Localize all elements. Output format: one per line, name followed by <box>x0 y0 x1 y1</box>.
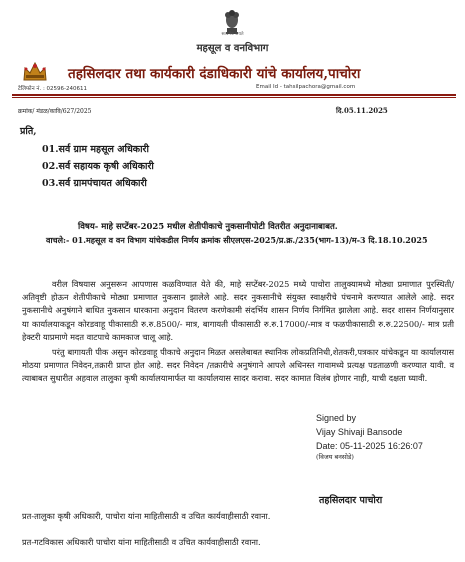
emblem-caption: सत्यमेव जयते <box>221 32 244 37</box>
email-address: Email Id - tahsilpachora@gmail.com <box>256 84 356 90</box>
body-paragraph: वरील विषयास अनुसरून आपणास कळविण्यात येते की, माहे सप्टेंबर-2025 मध्ये पाचोरा तालुक्यामध्ये मोठ्या प्रमाणात पुरस्थिती/अतिवृष्टी होऊन शेतीपीकाचे मोठ्या प्रमाणात नुकसान झालेले आहे. सदर नुकसानीचे संयुक्त स्वाक्षरीचे पंचनामे करण्यात आलेले आहे. सदर नुकसानीचे अनुषंगाने बाधित नुकसान धारकाना अनुदान वितरण करणेकामी संदर्भिय शासन निर्णय निर्गमित झालेला आहे. सदर शासन निर्णयानुसार या कार्यालयाकडून कोरडवाहू पीकासाठी रु.रु.8500/- मात्र, बागायती पीकासाठी रु.रु.17000/-मात्र व फळपीकासाठी रु.रु.22500/- मात्र प्रती हेक्टरी याप्रमाणे मदत वाटपाचे कामकाज चालू आहे. <box>22 279 454 342</box>
office-seal-icon <box>22 60 48 82</box>
signer-name-marathi: (विजय बनसोडे) <box>316 453 354 461</box>
references-line: वाचले:- 01.महसूल व वन विभाग यांचेकडील निर्णय क्रमांक सीएलएस-2025/प्र.क्र./235(भाग-13)/म-3 दि.18.10.2025 <box>46 235 428 245</box>
header-divider <box>12 94 456 96</box>
copy-to-line: प्रत-गटविकास अधिकारी पाचोरा यांना माहितीसाठी व उचित कार्यवाहीसाठी रवाना. <box>22 537 261 547</box>
reference-number: क्रमांक/ मंडळ/कावि/627/2025 <box>18 108 92 115</box>
copy-to-line: प्रत-तालुका कृषी अधिकारी, पाचोरा यांना माहितीसाठी व उचित कार्यवाहीसाठी रवाना. <box>22 511 271 521</box>
salutation: प्रति, <box>20 126 37 137</box>
header-divider-thin <box>12 97 456 98</box>
reference-date: दि.05.11.2025 <box>336 106 388 115</box>
signature-label: Signed by <box>316 413 357 423</box>
body-paragraph: परंतु बागायती पीक असुन कोरडवाहू पीकाचे अनुदान मिळत असलेबाबत स्थानिक लोकप्रतिनिधी,शेतकरी,पत्रकार यांचेकडून या कार्यालयास मोठया प्रमाणात निवेदन,तक्रारी प्राप्त होत आहे. सदर निवेदन /तक्रारीचे अनुषंगाने आपले अधिनस्त गावामध्ये प्रत्यक्ष पडताळणी करण्यात यावी. व त्याबाबत सुधारीत अहवाल तालुका कृषी कार्यालयामार्फत या कार्यालयास सादर करावा. सदर कामात विलंब होणार नाही, याची दक्षता घ्यावी. <box>22 347 454 384</box>
recipient-item: 01.सर्व ग्राम महसूल अधिकारी <box>42 144 149 155</box>
digital-signature <box>316 411 423 461</box>
office-title: तहसिलदार तथा कार्यकारी दंडाधिकारी यांचे कार्यालय,पाचोरा <box>68 66 361 82</box>
department-name: महसूल व वनविभाग <box>196 43 269 54</box>
phone-number: टेलिफोन नं. : 02596-240611 <box>18 86 88 92</box>
recipient-item: 03.सर्व ग्रामपंचायत अधिकारी <box>42 178 147 189</box>
recipient-item: 02.सर्व सहायक कृषी अधिकारी <box>42 161 154 172</box>
signature-date: Date: 05-11-2025 16:26:07 <box>316 441 423 451</box>
signer-designation: तहसिलदार पाचोरा <box>319 495 383 506</box>
subject-line: विषय- माहे सप्टेंबर-2025 मधील शेतीपीकाचे नुकसानीपोटी वितरीत अनुदानाबाबत. <box>78 222 338 232</box>
signer-name: Vijay Shivaji Bansode <box>316 427 403 437</box>
